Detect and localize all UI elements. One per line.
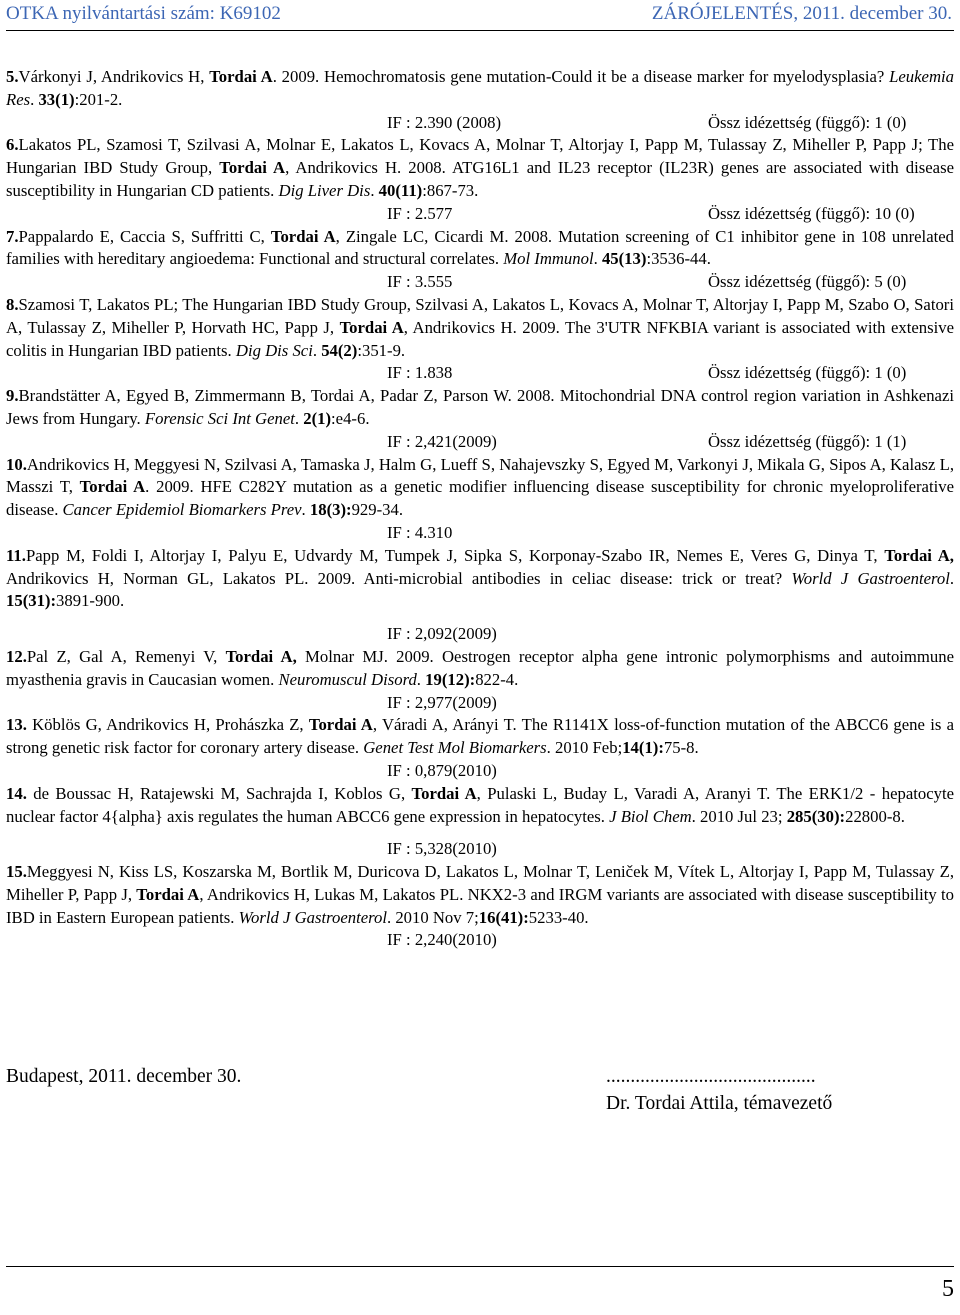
reference-text: . — [30, 89, 39, 109]
bold-text: Tordai A, — [884, 545, 954, 565]
reference-text: 75-8. — [663, 738, 699, 758]
impact-factor-line — [6, 692, 954, 715]
reference-item — [6, 545, 954, 613]
reference-text: Andrikovics H, Meggyesi N, Szilvasi A, Tamaska J, Halm G, Lueff S, Nahajevszky S, Egyed M, Varkonyi J, Mikala G, Sipos A, Kalasz L, Masszi T, — [6, 454, 954, 497]
reference-text: . — [593, 249, 602, 269]
reference-text: . — [416, 669, 426, 689]
reference-item — [6, 861, 954, 929]
reference-text: , Andrikovics H. 2008. ATG16L1 and IL23 receptor (IL23R) genes are associated with disease susceptibility in Hungarian CD patients. — [6, 158, 954, 200]
bold-text: Tordai A, — [225, 646, 297, 666]
bold-text: Tordai A — [79, 477, 146, 497]
reference-text: :867-73. — [422, 180, 479, 200]
page-header — [6, 0, 954, 31]
reference-text: , Pulaski L, Buday L, Varadi A, Aranyi T. The ERK1/2 - hepatocyte nuclear factor 4{alpha} axis regulates the human ABCC6 gene expression in hepatocytes. — [6, 783, 954, 826]
reference-text: Papp M, Foldi I, Altorjay I, Palyu E, Udvardy M, Tumpek J, Sipka S, Korponay-Szabo IR, Nemes E, Veres G, Dinya T, — [25, 545, 885, 565]
reference-number: 5. — [6, 67, 19, 86]
reference-item — [6, 226, 954, 272]
impact-factor-line — [6, 203, 954, 226]
reference-number: 11. — [6, 545, 26, 565]
reference-text: :e4-6. — [331, 408, 370, 428]
reference-text: . 2009. HFE C282Y mutation as a genetic modifier influencing disease susceptibility for chronic myeloproliferative disease. — [6, 477, 954, 520]
impact-factor-line — [6, 623, 954, 646]
reference-number: 6. — [6, 135, 19, 155]
journal-name: Leukemia Res — [6, 67, 954, 109]
impact-factor: IF : 5,328(2010) — [387, 839, 497, 859]
bold-text: Tordai A — [270, 226, 336, 246]
impact-factor-line — [6, 271, 954, 294]
bold-text: 18(3): — [309, 500, 352, 520]
impact-factor: IF : 2.390 (2008) — [387, 112, 502, 132]
bold-text: 14(1): — [622, 738, 664, 758]
reference-text: . 2010 Nov 7; — [386, 907, 479, 927]
impact-factor: IF : 2,092(2009) — [387, 624, 497, 644]
reference-text: :201-2. — [74, 89, 123, 109]
header-report-date: ZÁRÓJELENTÉS, 2011. december 30. — [651, 3, 952, 24]
impact-factor-line — [6, 362, 954, 385]
bold-text: 15(31): — [6, 591, 57, 611]
reference-text: , Zingale LC, Cicardi M. 2008. Mutation screening of C1 inhibitor gene in 108 unrelated families with hereditary angioedema: Functional and structural correlates. — [6, 226, 954, 269]
bold-text: 40(11) — [378, 180, 423, 200]
bold-text: 16(41): — [478, 907, 529, 927]
citation-count: Össz idézettség (függő): 10 (0) — [708, 203, 915, 223]
journal-name: Forensic Sci Int Genet — [144, 408, 295, 428]
impact-factor-line — [6, 929, 954, 952]
reference-text: :3536-44. — [646, 249, 711, 269]
reference-item — [6, 454, 954, 522]
impact-factor-line — [6, 431, 954, 454]
reference-text: , Andrikovics H. 2009. The 3'UTR NFKBIA variant is associated with extensive colitis in Hungarian IBD patients. — [6, 317, 954, 360]
reference-text: . — [370, 180, 379, 200]
signature-line: ........................................... — [606, 1066, 816, 1087]
reference-text: , Váradi A, Arányi T. The R1141X loss-of-function mutation of the ABCC6 gene is a strong genetic risk factor for coronary artery disease. — [6, 715, 954, 758]
citation-count: Össz idézettség (függő): 1 (0) — [708, 112, 907, 132]
reference-item — [6, 385, 954, 431]
reference-text: :351-9. — [357, 340, 406, 360]
journal-name: Dig Liver Dis — [278, 180, 371, 200]
reference-text: 3891-900. — [56, 591, 125, 611]
header-grant-id: OTKA nyilvántartási szám: K69102 — [6, 3, 281, 24]
reference-text: Meggyesi N, Kiss LS, Koszarska M, Bortlik M, Duricova D, Lakatos L, Molnar T, Leniček M, Vítek L, Altorjay I, Papp M, Tulassay Z, Miheller P, Papp J, — [6, 862, 954, 904]
reference-item — [6, 134, 954, 202]
journal-name: World J Gastroenterol — [791, 568, 950, 588]
page-number: 5 — [942, 1276, 954, 1302]
reference-text: 22800-8. — [845, 806, 905, 826]
bold-text: 285(30): — [786, 806, 846, 826]
reference-number: 9. — [6, 386, 19, 406]
impact-factor-line — [6, 838, 954, 861]
footer-place-date: Budapest, 2011. december 30. — [6, 1066, 242, 1087]
bold-text: Tordai A — [219, 158, 286, 178]
bold-text: Tordai A — [209, 67, 273, 86]
bold-text: 2(1) — [303, 408, 332, 428]
impact-factor-line — [6, 760, 954, 783]
reference-text: Pal Z, Gal A, Remenyi V, — [26, 646, 226, 666]
citation-count: Össz idézettség (függő): 5 (0) — [708, 272, 907, 292]
reference-number: 14. — [6, 783, 27, 803]
reference-text: . 2009. Hemochromatosis gene mutation-Could it be a disease marker for myelodysplasia? — [272, 67, 890, 86]
bold-text: 45(13) — [601, 249, 647, 269]
reference-item — [6, 646, 954, 692]
reference-list — [6, 66, 954, 952]
impact-factor: IF : 4.310 — [387, 522, 453, 542]
reference-number: 8. — [6, 294, 19, 314]
reference-text: de Boussac H, Ratajewski M, Sachrajda I, Koblos G, — [26, 783, 412, 803]
bold-text: Tordai A — [308, 715, 373, 735]
bold-text: Tordai A — [136, 884, 200, 904]
reference-number: 15. — [6, 862, 27, 882]
reference-item — [6, 783, 954, 829]
reference-text: Pappalardo E, Caccia S, Suffritti C, — [18, 226, 271, 246]
bold-text: 19(12): — [425, 669, 476, 689]
reference-number: 13. — [6, 715, 27, 735]
impact-factor: IF : 2.577 — [387, 203, 453, 223]
citation-count: Össz idézettség (függő): 1 (0) — [708, 363, 907, 383]
impact-factor: IF : 1.838 — [387, 363, 453, 383]
reference-text: . 2010 Jul 23; — [691, 806, 787, 826]
reference-text: Lakatos PL, Szamosi T, Szilvasi A, Molnar E, Lakatos L, Kovacs A, Molnar T, Altorjay I, Papp M, Tulassay Z, Miheller P, Papp J; The Hungarian IBD Study Group, — [6, 135, 954, 178]
bold-text: Tordai A — [339, 317, 404, 337]
reference-text: Szamosi T, Lakatos PL; The Hungarian IBD Study Group, Szilvasi A, Lakatos L, Kovacs A, Molnar T, Altorjay I, Papp M, Szabo O, Satori A, Tulassay Z, Miheller P, Horvath HC, Papp J, — [6, 294, 954, 337]
bold-text: Tordai A — [411, 783, 477, 803]
journal-name: World J Gastroenterol — [238, 907, 387, 927]
reference-number: 12. — [6, 646, 27, 666]
citation-count: Össz idézettség (függő): 1 (1) — [708, 431, 907, 451]
reference-number: 7. — [6, 226, 19, 246]
bold-text: 54(2) — [321, 340, 358, 360]
journal-name: Neuromuscul Disord — [278, 669, 417, 689]
reference-text: 929-34. — [351, 500, 404, 520]
footer-divider — [6, 1266, 954, 1267]
impact-factor: IF : 2,421(2009) — [387, 431, 497, 451]
impact-factor: IF : 0,879(2010) — [387, 760, 497, 780]
impact-factor: IF : 2,240(2010) — [387, 930, 497, 950]
reference-text: Köblös G, Andrikovics H, Prohászka Z, — [26, 715, 309, 735]
journal-name: J Biol Chem — [609, 806, 692, 826]
reference-text: . — [294, 408, 304, 428]
reference-item — [6, 294, 954, 362]
impact-factor: IF : 2,977(2009) — [387, 692, 497, 712]
reference-text: 5233-40. — [528, 907, 589, 927]
reference-item — [6, 66, 954, 112]
journal-name: Mol Immunol — [503, 249, 594, 269]
reference-text: . — [312, 340, 322, 360]
reference-text: 822-4. — [475, 669, 519, 689]
reference-text: . 2010 Feb; — [546, 738, 623, 758]
journal-name: Dig Dis Sci — [235, 340, 313, 360]
reference-text: Brandstätter A, Egyed B, Zimmermann B, Tordai A, Padar Z, Parson W. 2008. Mitochondrial DNA control region variation in Ashkenazi Jews from Hungary. — [6, 386, 954, 428]
reference-text: Andrikovics H, Norman GL, Lakatos PL. 2009. Anti-microbial antibodies in celiac disease: trick or treat? — [6, 568, 792, 588]
journal-name: Genet Test Mol Biomarkers — [363, 738, 547, 758]
reference-number: 10. — [6, 454, 27, 474]
reference-text: . — [949, 568, 955, 588]
impact-factor-line — [6, 112, 954, 135]
journal-name: Cancer Epidemiol Biomarkers Prev — [62, 500, 302, 520]
reference-text: . — [301, 500, 310, 520]
reference-text: , Andrikovics H, Lukas M, Lakatos PL. NKX2-3 and IRGM variants are associated with disease susceptibility to IBD in Eastern European patients. — [6, 884, 954, 927]
signature-name: Dr. Tordai Attila, témavezető — [606, 1093, 833, 1114]
bold-text: 33(1) — [38, 89, 75, 109]
reference-item — [6, 714, 954, 760]
impact-factor: IF : 3.555 — [387, 272, 453, 292]
reference-text: Molnar MJ. 2009. Oestrogen receptor alpha gene intronic polymorphisms and autoimmune myasthenia gravis in Caucasian women. — [6, 646, 954, 689]
impact-factor-line — [6, 522, 954, 545]
reference-text: Várkonyi J, Andrikovics H, — [18, 67, 210, 86]
